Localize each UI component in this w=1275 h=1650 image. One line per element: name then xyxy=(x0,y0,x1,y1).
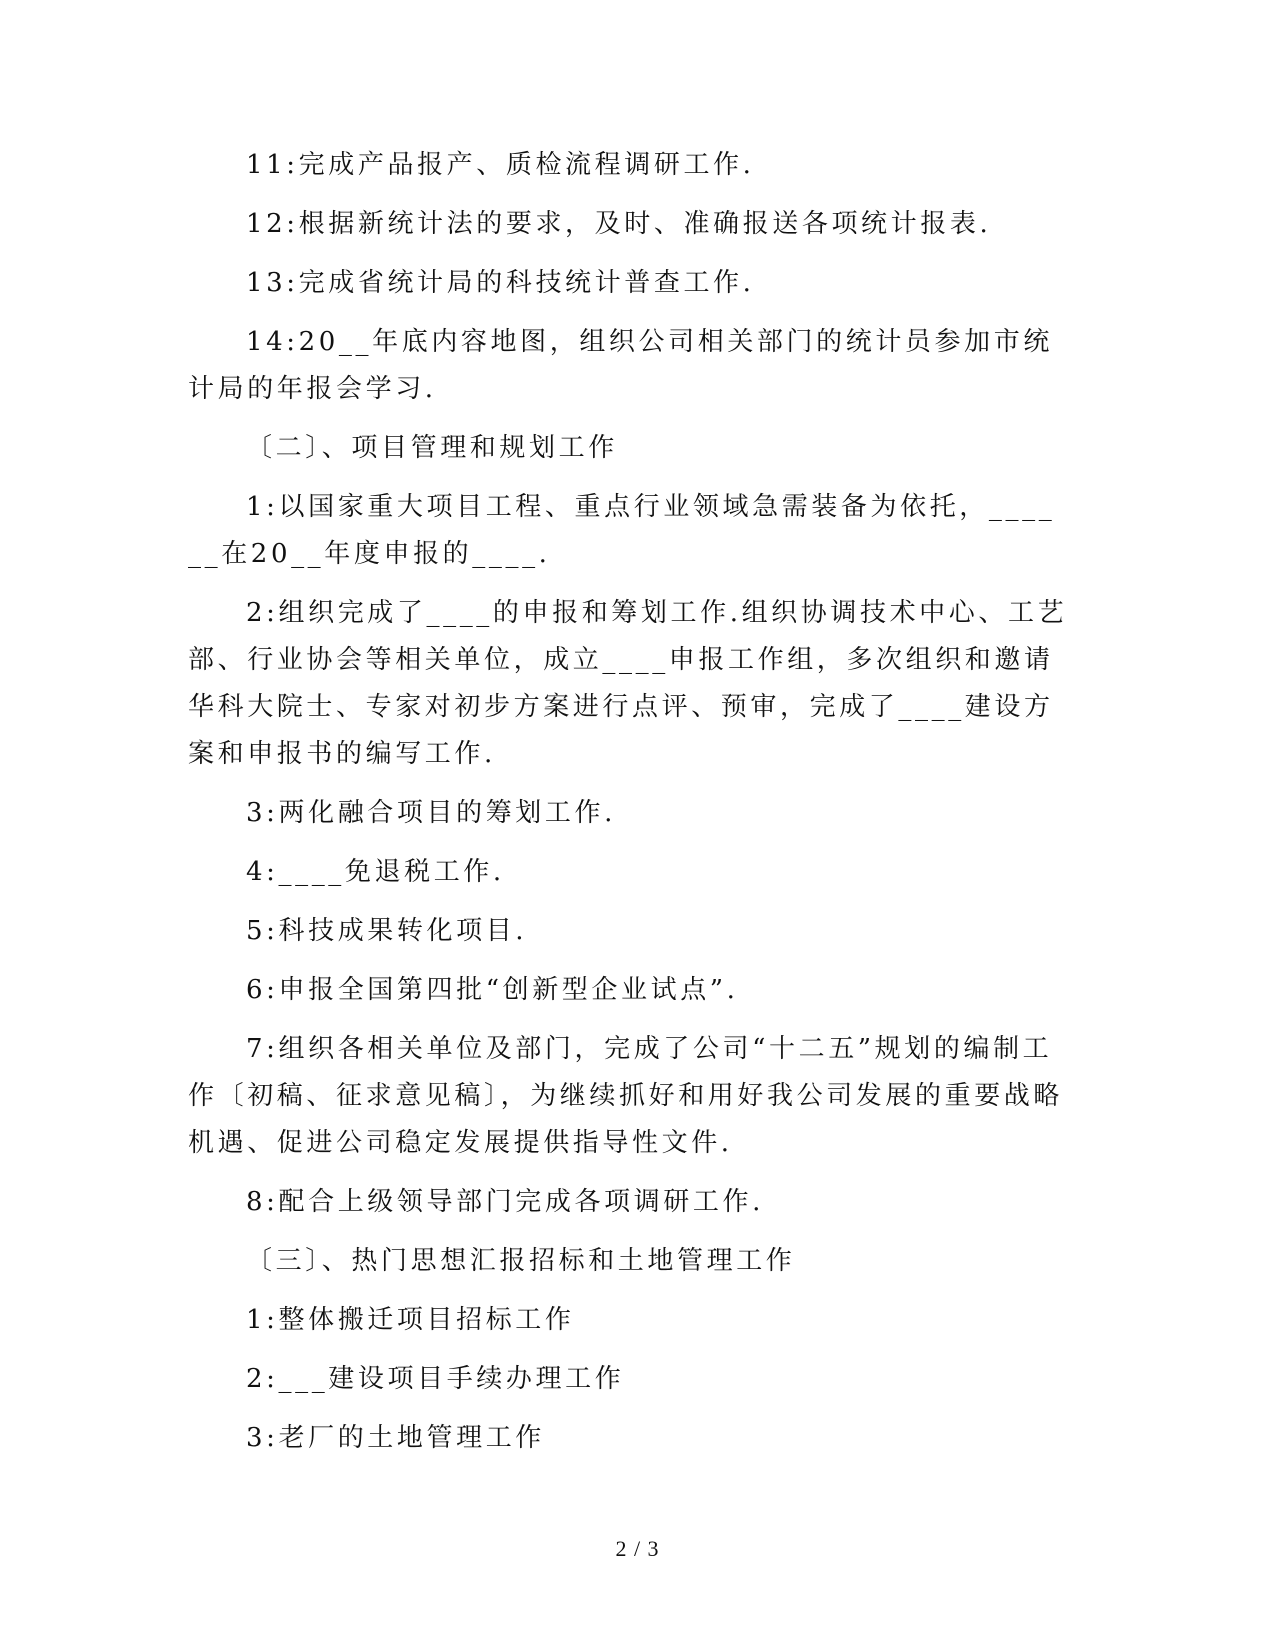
paragraph-item-13: 13:完成省统计局的科技统计普查工作. xyxy=(246,268,755,298)
project-item-7: 7:组织各相关单位及部门，完成了公司“十二五”规划的编制工作〔初稿、征求意见稿〕，为继续抓好和用好我公司发展的重要战略机遇、促进公司稳定发展提供指导性文件. xyxy=(188,1034,1064,1158)
section-heading-2: 〔二〕、项目管理和规划工作 xyxy=(246,433,618,463)
document-body xyxy=(188,142,1068,1474)
page-number: 2 / 3 xyxy=(615,1536,660,1561)
project-item-2: 2:组织完成了____的申报和筹划工作.组织协调技术中心、工艺部、行业协会等相关单位，成立____申报工作组，多次组织和邀请华科大院士、专家对初步方案进行点评、预审，完成了____建设方案和申报书的编写工作. xyxy=(188,598,1068,769)
project-item-8: 8:配合上级领导部门完成各项调研工作. xyxy=(246,1187,764,1217)
project-item-4: 4:____免退税工作. xyxy=(246,857,505,887)
paragraph-item-12: 12:根据新统计法的要求，及时、准确报送各项统计报表. xyxy=(246,209,992,239)
land-item-1: 1:整体搬迁项目招标工作 xyxy=(246,1305,575,1335)
project-item-5: 5:科技成果转化项目. xyxy=(246,916,528,946)
section-heading-3: 〔三〕、热门思想汇报招标和土地管理工作 xyxy=(246,1246,796,1276)
project-item-3: 3:两化融合项目的筹划工作. xyxy=(246,798,616,828)
project-item-1: 1:以国家重大项目工程、重点行业领域急需装备为依托，______在20__年度申报的____. xyxy=(188,492,1056,569)
land-item-3: 3:老厂的土地管理工作 xyxy=(246,1423,545,1453)
paragraph-item-14: 14:20__年底内容地图，组织公司相关部门的统计员参加市统计局的年报会学习. xyxy=(188,327,1053,404)
paragraph-item-11: 11:完成产品报产、质检流程调研工作. xyxy=(246,150,755,180)
land-item-2: 2:___建设项目手续办理工作 xyxy=(246,1364,625,1394)
project-item-6: 6:申报全国第四批“创新型企业试点”. xyxy=(246,975,739,1005)
